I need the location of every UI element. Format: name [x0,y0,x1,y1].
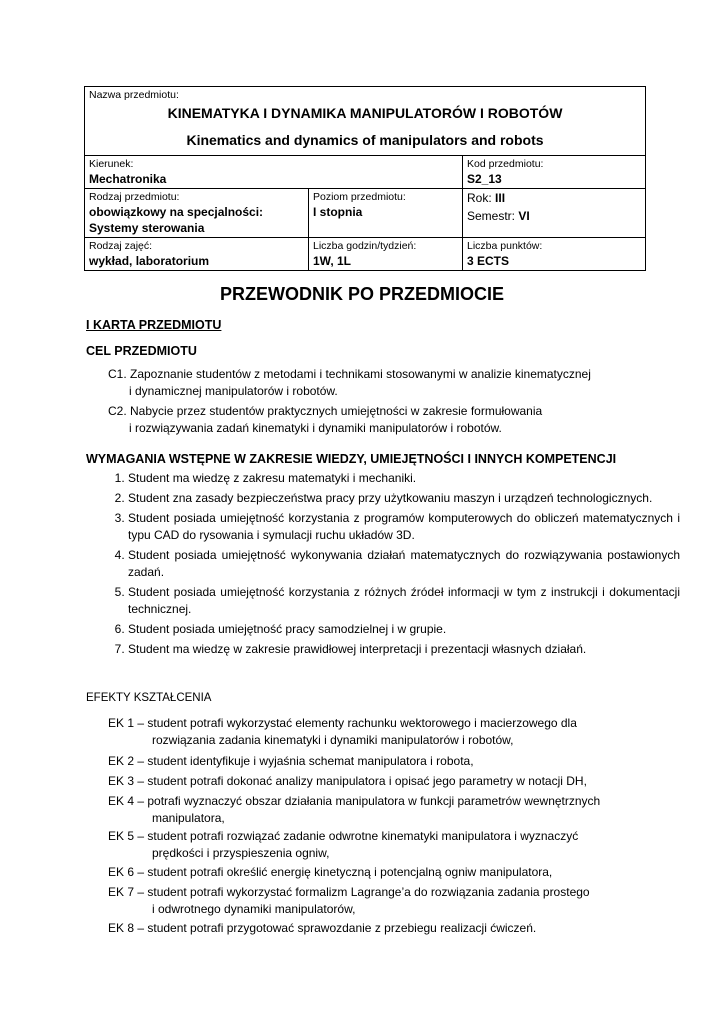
goal-heading: CEL PRZEDMIOTU [86,344,197,358]
level-label: Poziom przedmiotu: [313,191,406,203]
points-value: 3 ECTS [467,254,510,268]
points-cell [463,238,646,271]
outcome-ek7-line2: i odwrotnego dynamiki manipulatorów, [152,902,356,916]
outcome-ek5 [108,828,638,862]
direction-row [85,156,646,189]
type-label: Rodzaj przedmiotu: [89,191,180,203]
year-line [467,190,641,206]
code-label: Kod przedmiotu: [467,158,544,170]
hours-cell [309,238,463,271]
outcome-ek4-line2: manipulatora, [152,811,225,825]
subject-name-pl: KINEMATYKA I DYNAMIKA MANIPULATORÓW I ROBOTÓW [167,105,563,121]
requirement-item: 2. Student zna zasady bezpieczeństwa pracy przy użytkowaniu maszyn i urządzeń technologicznych. [128,490,680,507]
year-label: Rok: [467,191,492,205]
outcome-ek7-line1: EK 7 – student potrafi wykorzystać formalizm Lagrange’a do rozwiązania zadania prostego [108,885,590,899]
outcome-ek3-line1: EK 3 – student potrafi dokonać analizy manipulatora i opisać jego parametry w notacji DH, [108,774,587,788]
outcome-ek1 [108,715,638,749]
outcome-ek8 [108,920,638,937]
main-title: PRZEWODNIK PO PRZEDMIOCIE [219,284,504,304]
points-label: Liczba punktów: [467,240,543,252]
requirement-item: 4. Student posiada umiejętność wykonywania działań matematycznych do rozwiązywania postawionych zadań. [128,547,680,581]
subject-name-en: Kinematics and dynamics of manipulators and robots [186,132,544,148]
requirement-item: 7. Student ma wiedzę w zakresie prawidłowej interpretacji i prezentacji własnych działań. [128,641,680,658]
outcome-ek4-line1: EK 4 – potrafi wyznaczyć obszar działania manipulatora w funkcji parametrów wewnętrznych [108,794,601,808]
classes-label: Rodzaj zajęć: [89,240,153,252]
subject-name-label: Nazwa przedmiotu: [89,89,179,101]
requirement-item: 5. Student posiada umiejętność korzystania z różnych źródeł informacji w tym z instrukcji i dokumentacji technicznej. [128,584,680,618]
section-card-heading: I KARTA PRZEDMIOTU [86,318,222,332]
outcome-ek1-line2: rozwiązania zadania kinematyki i dynamiki manipulatorów i robotów, [152,733,514,747]
classes-row [85,238,646,271]
direction-value: Mechatronika [89,172,167,186]
classes-value: wykład, laboratorium [89,254,210,268]
outcome-ek7 [108,884,638,918]
level-cell [309,189,463,238]
outcome-ek4 [108,793,638,827]
level-value: I stopnia [313,205,363,219]
outcomes-heading: EFEKTY KSZTAŁCENIA [86,692,212,704]
type-value-line2: Systemy sterowania [89,221,205,235]
goal-c1 [108,366,640,400]
hours-value: 1W, 1L [313,254,352,268]
type-cell [85,189,309,238]
requirements-heading: WYMAGANIA WSTĘPNE W ZAKRESIE WIEDZY, UMIEJĘTNOŚCI I INNYCH KOMPETENCJI [86,452,617,466]
outcome-ek3 [108,773,638,790]
type-value-line1: obowiązkowy na specjalności: [89,205,264,219]
goal-c2-line1: C2. Nabycie przez studentów praktycznych umiejętności w zakresie formułowania [108,404,543,418]
requirement-item: 3. Student posiada umiejętność korzystania z programów komputerowych do obliczeń matematycznych i typu CAD do rysowania i symulacji ruchu układów 3D. [128,510,680,544]
classes-cell [85,238,309,271]
outcome-ek2-line1: EK 2 – student identyfikuje i wyjaśnia schemat manipulatora i robota, [108,754,474,768]
outcome-ek8-line1: EK 8 – student potrafi przygotować sprawozdanie z przebiegu realizacji ćwiczeń. [108,921,537,935]
outcome-ek6 [108,864,638,881]
outcome-ek6-line1: EK 6 – student potrafi określić energię kinetyczną i potencjalną ogniw manipulatora, [108,865,553,879]
year-value: III [495,191,506,205]
semester-value: VI [518,209,530,223]
outcome-ek5-line1: EK 5 – student potrafi rozwiązać zadanie odwrotne kinematyki manipulatora i wyznaczyć [108,829,579,843]
outcome-ek1-line1: EK 1 – student potrafi wykorzystać elementy rachunku wektorowego i macierzowego dla [108,716,577,730]
semester-line [467,208,641,224]
subject-name-cell [85,87,646,156]
requirements-list [86,470,680,661]
year-semester-cell [463,189,646,238]
semester-label: Semestr: [467,209,516,223]
requirement-item: 6. Student posiada umiejętność pracy samodzielnej i w grupie. [128,621,680,638]
subject-info-table [84,86,646,271]
subject-name-row [85,87,646,156]
type-row [85,189,646,238]
direction-label: Kierunek: [89,158,134,170]
hours-label: Liczba godzin/tydzień: [313,240,417,252]
goal-c2 [108,403,640,437]
goal-c2-line2: i rozwiązywania zadań kinematyki i dynamiki manipulatorów i robotów. [129,421,502,435]
goal-c1-line1: C1. Zapoznanie studentów z metodami i technikami stosowanymi w analizie kinematycznej [108,367,591,381]
outcome-ek5-line2: prędkości i przyspieszenia ogniw, [152,846,330,860]
code-value: S2_13 [467,172,502,186]
direction-cell [85,156,463,189]
outcome-ek2 [108,753,638,770]
code-cell [463,156,646,189]
goal-c1-line2: i dynamicznej manipulatorów i robotów. [129,384,338,398]
requirement-item: 1. Student ma wiedzę z zakresu matematyki i mechaniki. [128,470,680,487]
